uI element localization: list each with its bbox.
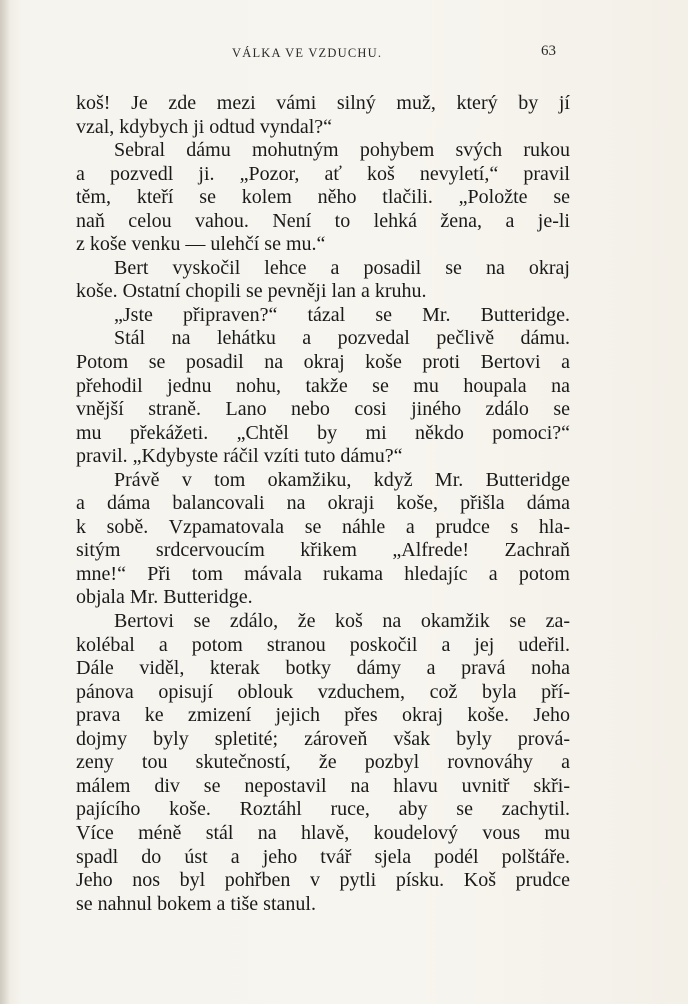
- text-line: koše. Ostatní chopili se pevněji lan a kruhu.: [76, 280, 427, 303]
- text-line: Potom se posadil na okraj koše proti Bertovi a: [76, 351, 570, 374]
- text-line: se nahnul bokem a tiše stanul.: [76, 892, 316, 915]
- text-line: dojmy byly spletité; zároveň však byly prová-: [76, 727, 570, 750]
- text-line: mu překážeti. „Chtěl by mi někdo pomoci?“: [76, 421, 570, 444]
- text-line: vnější straně. Lano nebo cosi jiného zdálo se: [76, 398, 570, 421]
- text-line: objala Mr. Butteridge.: [76, 586, 253, 609]
- text-line: Bert vyskočil lehce a posadil se na okraj: [114, 256, 570, 279]
- text-line: sitým srdcervoucím křikem „Alfrede! Zachraň: [76, 539, 570, 562]
- text-line: Jeho nos byl pohřben v pytli písku. Koš prudce: [76, 869, 570, 892]
- text-line: Stál na lehátku a pozvedal pečlivě dámu.: [114, 327, 570, 350]
- text-line: málem div se nepostavil na hlavu uvnitř skři-: [76, 774, 570, 797]
- text-line: Právě v tom okamžiku, když Mr. Butteridge: [114, 468, 570, 491]
- text-line: zeny tou skutečností, že pozbyl rovnováhy a: [76, 751, 570, 774]
- text-line: pajícího koše. Roztáhl ruce, aby se zachytil.: [76, 798, 570, 821]
- text-line: koš! Je zde mezi vámi silný muž, který by jí: [76, 92, 570, 114]
- text-line: Bertovi se zdálo, že koš na okamžik se za-: [114, 610, 570, 633]
- text-line: kolébal a potom stranou poskočil a jej udeřil.: [76, 633, 570, 656]
- text-line: Sebral dámu mohutným pohybem svých rukou: [114, 139, 570, 162]
- text-line: z koše venku — ulehčí se mu.“: [76, 233, 326, 256]
- text-line: „Jste připraven?“ tázal se Mr. Butteridge.: [114, 303, 570, 326]
- body-text: [76, 92, 570, 916]
- text-line: vzal, kdybych ji odtud vyndal?“: [76, 115, 333, 138]
- text-line: pánova opisují oblouk vzduchem, což byla pří-: [76, 680, 570, 703]
- text-line: a pozvedl ji. „Pozor, ať koš nevyletí,“ pravil: [76, 162, 570, 185]
- page-number: 63: [541, 43, 556, 59]
- text-line: spadl do úst a jeho tvář sjela podél polštáře.: [76, 845, 570, 868]
- text-line: a dáma balancovali na okraji koše, přišla dáma: [76, 492, 570, 515]
- binding-shadow: [0, 0, 10, 1004]
- text-line: Více méně stál na hlavě, koudelový vous mu: [76, 821, 570, 844]
- text-line: přehodil jednu nohu, takže se mu houpala na: [76, 374, 570, 397]
- text-line: k sobě. Vzpamatovala se náhle a prudce s hla-: [76, 515, 570, 538]
- text-line: těm, kteří se kolem něho tlačili. „Položte se: [76, 186, 570, 209]
- text-line: Dále viděl, kterak botky dámy a pravá noha: [76, 657, 570, 680]
- running-head-title: VÁLKA VE VZDUCHU.: [232, 46, 383, 60]
- text-line: prava ke zmizení jejich přes okraj koše. Jeho: [76, 704, 570, 727]
- text-line: mne!“ Při tom mávala rukama hledajíc a potom: [76, 562, 570, 585]
- text-line: pravil. „Kdybyste ráčil vzíti tuto dámu?“: [76, 445, 403, 468]
- text-line: naň celou vahou. Není to lehká žena, a je-li: [76, 209, 570, 232]
